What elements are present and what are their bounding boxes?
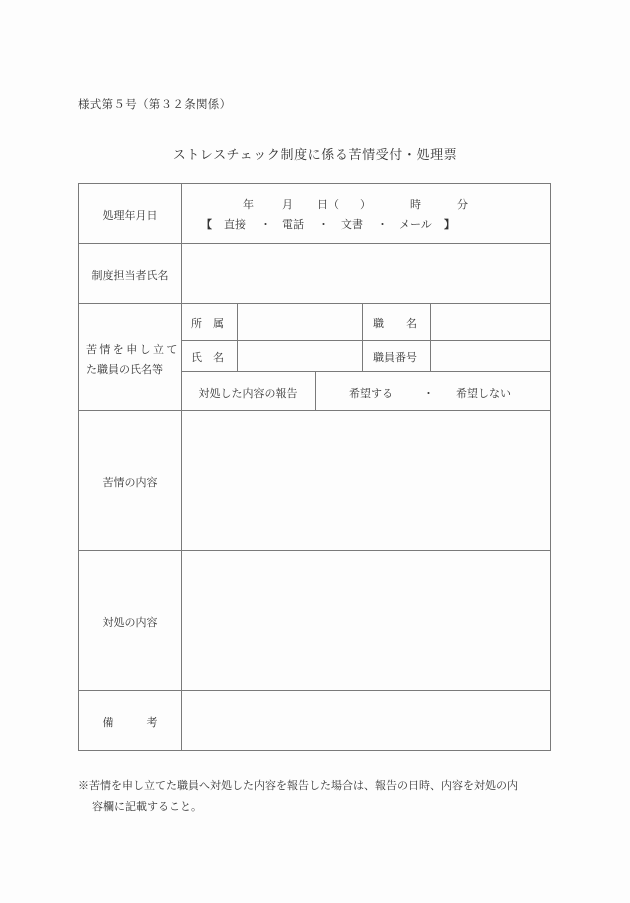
label-program-staff-name: 制度担当者氏名 [91,269,169,282]
method-option-phone[interactable]: 電話 [282,218,304,231]
label-job-title: 職 名 [373,317,417,330]
row-divider [181,371,550,372]
label-complainant-line1: 苦情を申し立て [86,343,180,356]
job-title-field[interactable] [431,304,550,340]
label-response-content: 対処の内容 [102,616,158,629]
method-option-direct[interactable]: 直接 [224,218,246,231]
complaint-content-field[interactable] [182,411,550,550]
footnote-line-1: ※苦情を申し立てた職員へ対処した内容を報告した場合は、報告の日時、内容を対処の内 [78,779,518,792]
method-option-document[interactable]: 文書 [341,218,363,231]
close-bracket: 】 [444,218,455,231]
program-staff-name-field[interactable] [182,244,550,303]
hour-unit: 時 [410,198,421,211]
response-content-field[interactable] [182,551,550,690]
separator: ・ [377,218,388,231]
footnote-line-2: 容欄に記載すること。 [92,800,202,813]
method-option-email[interactable]: メール [399,218,432,231]
form-number: 様式第５号（第３２条関係） [78,97,232,111]
report-option-wish[interactable]: 希望する [349,387,393,400]
label-affiliation: 所 属 [191,317,224,330]
separator: ・ [260,218,271,231]
weekday-close: ） [360,198,371,211]
label-complaint-content: 苦情の内容 [102,476,158,489]
affiliation-field[interactable] [238,304,362,340]
year-unit: 年 [243,198,254,211]
footnote [78,775,558,817]
name-field[interactable] [238,341,362,371]
day-unit: 日（ [317,198,339,211]
complaint-form-table [78,183,551,751]
label-complainant-line2: た職員の氏名等 [86,363,163,376]
remarks-field[interactable] [182,691,550,750]
report-option-no-wish[interactable]: 希望しない [456,387,511,400]
label-remarks: 備 考 [102,716,158,729]
label-name: 氏 名 [191,351,224,364]
label-processing-date: 処理年月日 [102,209,158,222]
open-bracket: 【 [201,218,212,231]
separator: ・ [318,218,329,231]
label-employee-number: 職員番号 [373,351,417,364]
month-unit: 月 [282,198,293,211]
minute-unit: 分 [457,198,468,211]
separator: ・ [423,387,434,400]
col-divider [315,371,316,410]
label-report-of-response: 対処した内容の報告 [198,387,298,400]
employee-number-field[interactable] [431,341,550,371]
col-divider [362,303,363,371]
document-title: ストレスチェック制度に係る苦情受付・処理票 [172,148,458,163]
